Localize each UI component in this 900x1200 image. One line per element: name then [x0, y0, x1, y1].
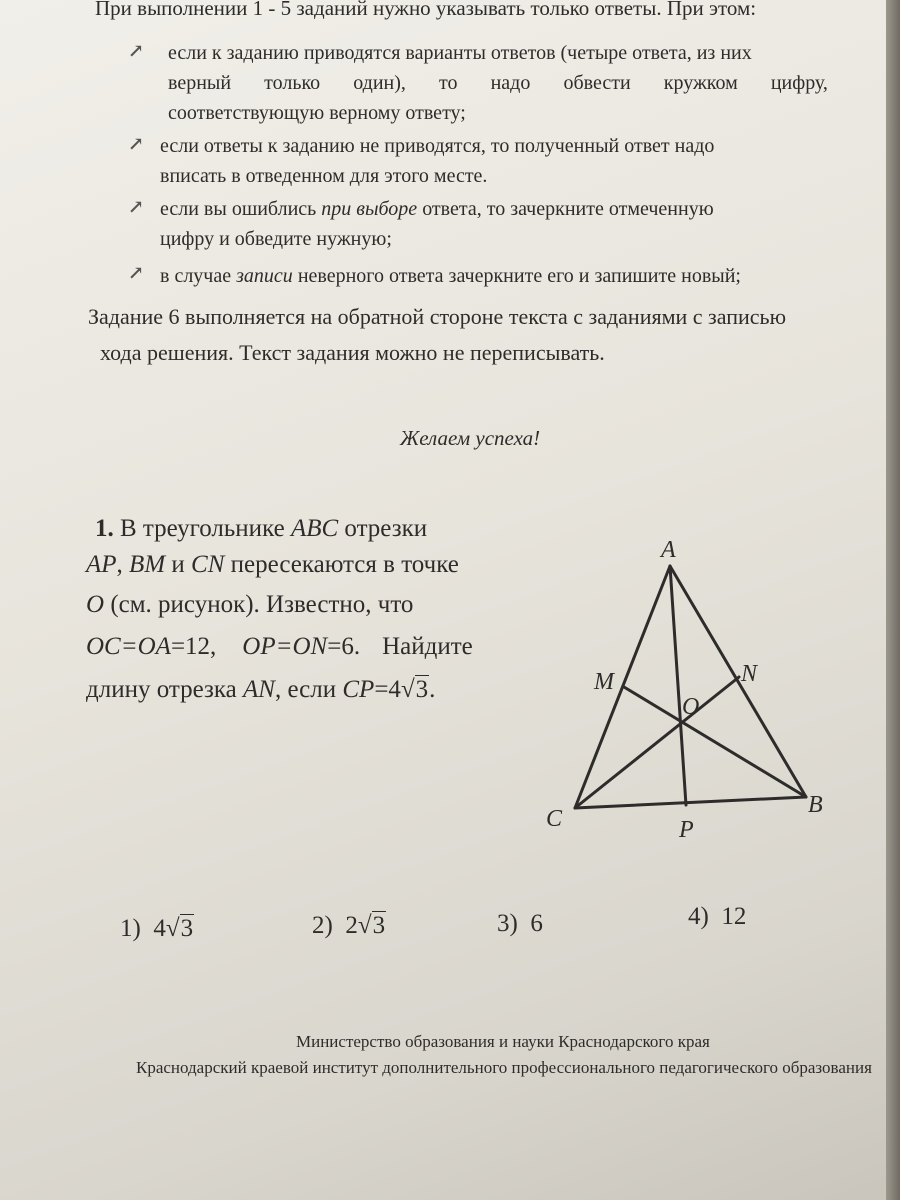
word: то — [439, 72, 458, 94]
text: неверного ответа зачеркните его и запишите новый; — [292, 265, 741, 287]
text: Найдите — [382, 633, 473, 660]
label-c: C — [546, 806, 563, 832]
problem-number: 1. — [95, 515, 114, 542]
text: длину отрезка — [86, 676, 243, 703]
label-p: P — [679, 817, 694, 843]
option-1[interactable] — [120, 915, 194, 943]
bullet1-line1: если к заданию приводятся варианты ответов (четыре ответа, из них — [168, 42, 752, 64]
side-cb — [575, 797, 806, 808]
radicand: 3 — [415, 676, 429, 703]
label-m: M — [594, 669, 614, 695]
word: кружком — [663, 72, 738, 94]
option-coef: 4 — [153, 915, 166, 942]
option-number: 1) — [120, 915, 141, 942]
sqrt: √3 — [165, 915, 194, 942]
segment-ap — [670, 566, 686, 805]
side-ab — [670, 566, 806, 797]
text: ответа, то зачеркните отмеченную — [417, 198, 714, 220]
radicand: 3 — [372, 912, 386, 939]
word: цифру, — [770, 72, 828, 94]
arrow-bullet-icon: ↗ — [128, 263, 144, 284]
label-o: O — [682, 694, 700, 720]
text-italic: записи — [236, 265, 293, 287]
radicand: 3 — [180, 915, 194, 942]
label-b: B — [808, 792, 823, 818]
label-n: N — [741, 661, 758, 687]
math-var: ABC — [290, 515, 339, 542]
text: если вы ошиблись — [160, 198, 322, 220]
page-edge — [886, 0, 900, 1200]
text: =4 — [374, 676, 401, 703]
text: =12, — [170, 633, 217, 660]
footer-line2: Краснодарский краевой институт дополнительного профессионального педагогического образования — [136, 1058, 872, 1077]
option-coef: 2 — [345, 912, 358, 939]
math-var: CP — [342, 676, 375, 703]
option-number: 3) — [497, 910, 518, 937]
footer-line1: Министерство образования и науки Краснодарского края — [296, 1032, 710, 1051]
instructions-intro: При выполнении 1 - 5 заданий нужно указывать только ответы. При этом: — [95, 0, 757, 20]
bullet1-line3: соответствующую верному ответу; — [168, 102, 466, 124]
math-var: OC=OA — [86, 633, 171, 660]
bullet2-line2: вписать в отведенном для этого месте. — [160, 165, 488, 187]
math-var: O — [86, 591, 105, 618]
bullet2-line1: если ответы к заданию не приводятся, то полученный ответ надо — [160, 135, 715, 157]
option-value: 12 — [721, 903, 747, 930]
text: В треугольнике — [120, 515, 291, 542]
math-var: CN — [191, 551, 225, 578]
sqrt: √3 — [357, 912, 386, 939]
text: =6. — [327, 633, 361, 660]
option-number: 4) — [688, 903, 709, 930]
math-var: AP — [86, 551, 117, 578]
text: , — [116, 551, 130, 578]
word: один), — [353, 72, 406, 94]
word: верный — [168, 72, 232, 94]
arrow-bullet-icon: ↗ — [128, 134, 144, 155]
arrow-bullet-icon: ↗ — [128, 41, 144, 62]
bullet3-line2: цифру и обведите нужную; — [160, 228, 392, 250]
text: пересекаются в точке — [224, 551, 459, 578]
option-number: 2) — [312, 912, 333, 939]
word: обвести — [563, 72, 631, 94]
text-italic: при выборе — [321, 198, 418, 220]
math-var: OP=ON — [242, 633, 328, 660]
arrow-bullet-icon: ↗ — [128, 197, 144, 218]
text: в случае — [160, 265, 237, 287]
text: и — [165, 551, 192, 578]
option-4[interactable] — [688, 903, 746, 931]
text: отрезки — [338, 515, 428, 542]
label-a: A — [661, 537, 676, 563]
wish-text: Желаем успеха! — [400, 426, 541, 450]
math-var: BM — [129, 551, 166, 578]
task6-line1: Задание 6 выполняется на обратной стороне текста с заданиями с записью — [88, 304, 787, 329]
word: надо — [490, 72, 531, 94]
text: . — [429, 676, 436, 703]
math-var: AN — [243, 676, 275, 703]
option-3[interactable] — [497, 910, 543, 938]
option-2[interactable] — [312, 912, 386, 940]
text: , если — [274, 676, 343, 703]
text: (см. рисунок). Известно, что — [104, 591, 414, 618]
task6-line2: хода решения. Текст задания можно не переписывать. — [100, 340, 605, 365]
segment-bm — [624, 687, 806, 797]
word: только — [264, 72, 321, 94]
sqrt: √3 — [400, 676, 429, 703]
option-value: 6 — [530, 910, 543, 937]
